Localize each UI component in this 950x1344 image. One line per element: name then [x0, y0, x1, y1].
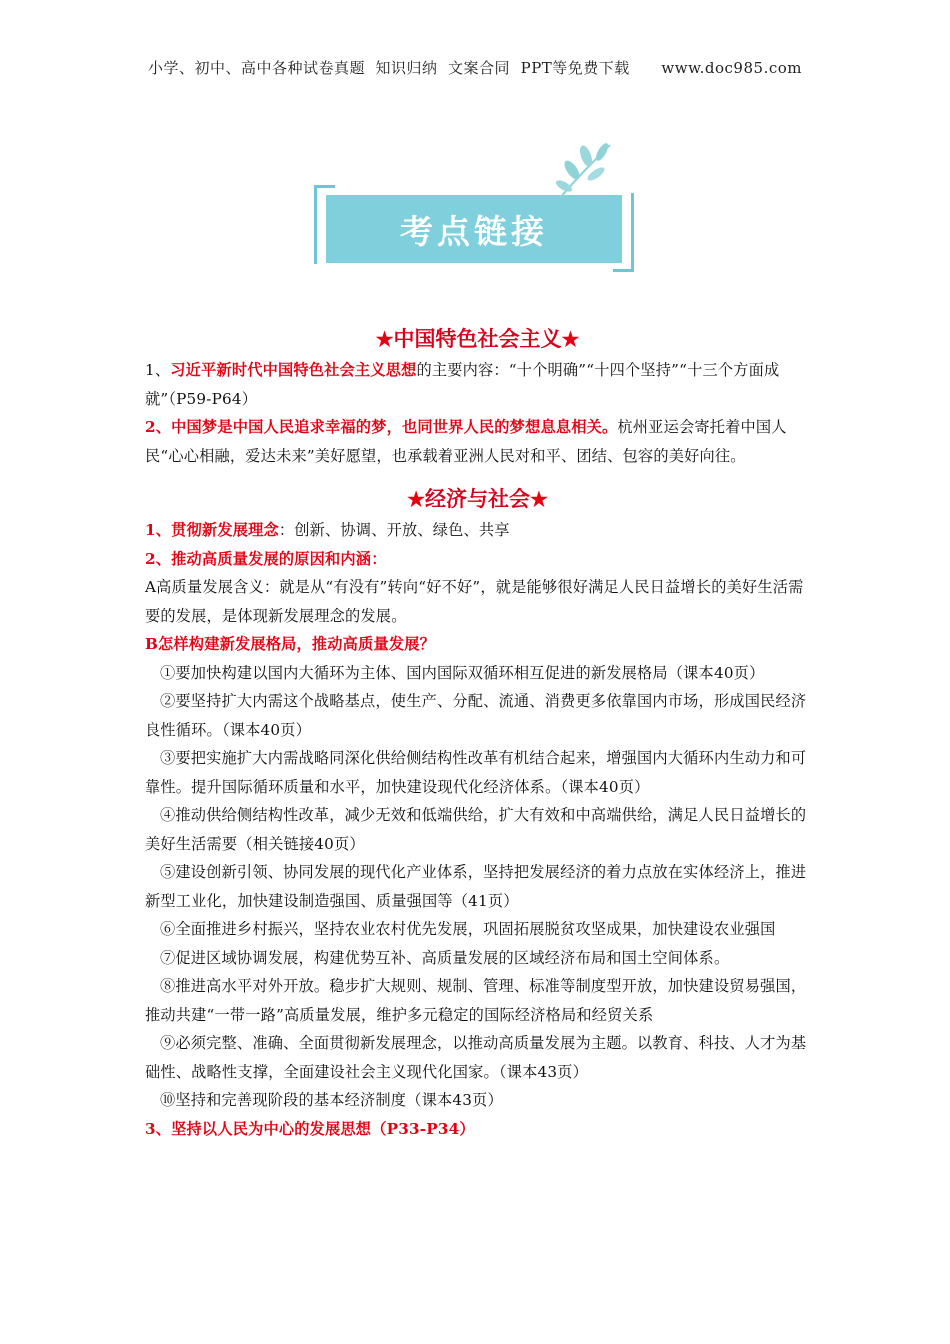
star-icon: ★: [375, 327, 394, 351]
highlight-text: 3、坚持以人民为中心的发展思想（P33-P34）: [145, 1119, 475, 1138]
star-icon: ★: [561, 327, 580, 351]
list-item: ⑥全面推进乡村振兴，坚持农业农村优先发展，巩固拓展脱贫攻坚成果，加快建设农业强国: [160, 920, 776, 938]
body-text: ：创新、协调、开放、绿色、共享: [278, 521, 510, 539]
body-text: 的主要内容：“十个明确”“十四个坚持”“十三个方面成就”（P59-P64）: [145, 361, 780, 408]
paragraph: [145, 356, 810, 413]
list-item: ①要加快构建以国内大循环为主体、国内国际双循环相互促进的新发展格局（课本40页）: [160, 663, 765, 682]
section-title-text: 中国特色社会主义: [393, 326, 562, 351]
paragraph: [145, 516, 810, 545]
list-item: ②要坚持扩大内需这个战略基点，使生产、分配、流通、消费更多依靠国内市场，形成国民经济良性循环。（课本40页）: [145, 692, 807, 739]
list-item: ⑤建设创新引领、协同发展的现代化产业体系，坚持把发展经济的着力点放在实体经济上，推进新型工业化，加快建设制造强国、质量强国等（41页）: [145, 863, 807, 910]
list-item: ⑧推进高水平对外开放。稳步扩大规则、规制、管理、标准等制度型开放，加快建设贸易强国，推动共建“一带一路”高质量发展，维护多元稳定的国际经济格局和经贸关系: [145, 977, 807, 1024]
highlight-text: 2、中国梦是中国人民追求幸福的梦，也同世界人民的梦想息息相关。: [145, 418, 618, 436]
list-item: ⑦促进区域协调发展，构建优势互补、高质量发展的区域经济布局和国土空间体系。: [160, 948, 730, 967]
list-item: ③要把实施扩大内需战略同深化供给侧结构性改革有机结合起来，增强国内大循环内生动力和可靠性。提升国际循环质量和水平，加快建设现代化经济体系。（课本40页）: [145, 749, 807, 796]
list-item: ⑩坚持和完善现阶段的基本经济制度（课本43页）: [160, 1091, 503, 1109]
star-icon: ★: [530, 487, 548, 511]
highlight-text: 习近平新时代中国特色社会主义思想: [170, 361, 417, 379]
highlight-text: 1、贯彻新发展理念: [145, 521, 279, 539]
paragraph: A高质量发展含义：就是从“有没有”转向“好不好”，就是能够很好满足人民日益增长的美好生活需要的发展，是体现新发展理念的发展。: [145, 578, 804, 625]
item-number: 1、: [145, 361, 171, 379]
section-title-text: 经济与社会: [425, 486, 530, 511]
section-title-economy: [145, 482, 810, 516]
body-text: 杭州亚运会寄托着中国人民“心心相融，爱达未来”美好愿望，也承载着亚洲人民对和平、团结、包容的美好向往。: [145, 418, 787, 465]
list-item: ⑨必须完整、准确、全面贯彻新发展理念，以推动高质量发展为主题。以教育、科技、人才为基础性、战略性支撑，全面建设社会主义现代化国家。（课本43页）: [145, 1034, 807, 1081]
paragraph: [145, 545, 810, 574]
paragraph: B怎样构建新发展格局，推动高质量发展？: [145, 635, 436, 653]
paragraph: [145, 413, 810, 470]
section-banner: [314, 140, 634, 280]
list-item: ④推动供给侧结构性改革，减少无效和低端供给，扩大有效和中高端供给，满足人民日益增长的美好生活需要（相关链接40页）: [145, 806, 807, 853]
paragraph: [145, 1115, 810, 1144]
site-header: 小学、初中、高中各种试卷真题 知识归纳 文案合同 PPT等免费下载 www.doc985.com: [147, 59, 802, 77]
leaf-sprig-icon: [550, 140, 620, 200]
highlight-text: 2、推动高质量发展的原因和内涵：: [145, 549, 387, 568]
section-title-socialism: [145, 322, 810, 356]
banner-title: 考点链接: [326, 195, 622, 263]
main-content: [145, 322, 810, 1143]
star-icon: ★: [407, 487, 425, 511]
